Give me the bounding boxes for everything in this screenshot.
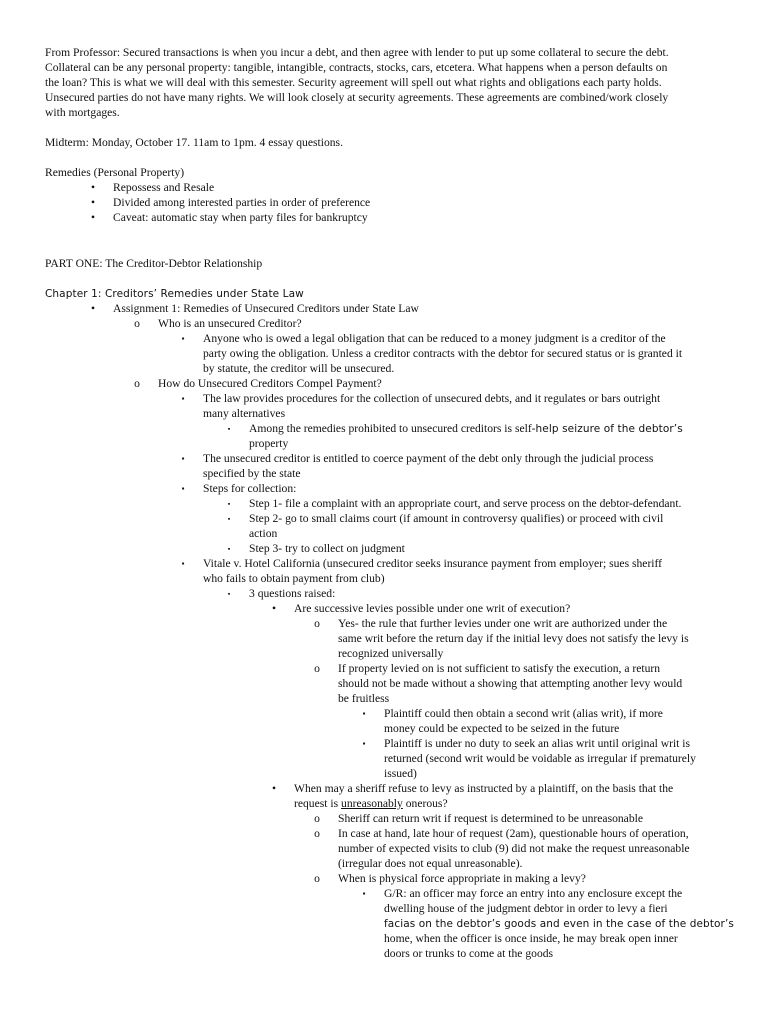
bullet-square: ▪ [362,889,366,898]
bullet-dot: • [90,196,96,209]
bullet-square-small: ▪ [227,515,231,523]
bullet-circle: o [314,872,320,885]
bullet-dot: • [90,211,96,224]
underlined-text: unreasonably [341,797,403,810]
bullet-square-small: ▪ [227,545,231,553]
bullet-circle: o [314,662,320,675]
outline-item: party owing the obligation. Unless a creditor contracts with the debtor for secured status or is granted it [203,347,683,360]
outline-text-alt-font: help seizure of the debtor’s [535,423,683,435]
assignment-title: Assignment 1: Remedies of Unsecured Creditors under State Law [113,302,419,315]
bullet-square: ▪ [362,709,366,718]
outline-item: home, when the officer is once inside, he may break open inner [384,932,678,945]
outline-item: property [249,437,289,450]
bullet-dot: • [90,302,96,315]
outline-item: Plaintiff could then obtain a second writ (alias writ), if more [384,707,663,720]
bullet-dot: • [90,181,96,194]
intro-line: From Professor: Secured transactions is when you incur a debt, and then agree with lender to put up some collateral to secure the debt. [45,46,669,59]
outline-item: The law provides procedures for the collection of unsecured debts, and it regulates or bars outright [203,392,661,405]
outline-item: recognized universally [338,647,444,660]
outline-item: money could be expected to be seized in the future [384,722,620,735]
intro-line: with mortgages. [45,106,120,119]
outline-item: number of expected visits to club (9) did not make the request unreasonable [338,842,690,855]
bullet-circle: o [134,377,140,390]
outline-item: In case at hand, late hour of request (2am), questionable hours of operation, [338,827,689,840]
bullet-circle: o [134,317,140,330]
outline-item: (irregular does not equal unreasonable). [338,857,523,870]
bullet-square: ▪ [181,334,185,343]
outline-item [249,422,683,437]
outline-text: onerous? [402,797,448,810]
bullet-square: ▪ [181,559,185,568]
outline-item: same writ before the return day if the initial levy does not satisfy the levy is [338,632,689,645]
outline-item: How do Unsecured Creditors Compel Payment? [158,377,382,390]
outline-item: facias on the debtor’s goods and even in the case of the debtor’s [384,918,734,930]
outline-item: should not be made without a showing that attempting another levy would [338,677,683,690]
bullet-square: ▪ [181,394,185,403]
outline-text: request is [294,797,342,810]
list-item: Repossess and Resale [113,181,215,194]
outline-item: Steps for collection: [203,482,297,495]
outline-item: action [249,527,278,540]
outline-item: When is physical force appropriate in making a levy? [338,872,586,885]
bullet-dot: • [271,782,277,795]
bullet-square-small: ▪ [227,590,231,598]
chapter-heading: Chapter 1: Creditors’ Remedies under State Law [45,288,304,300]
bullet-square: ▪ [181,484,185,493]
outline-item: Plaintiff is under no duty to seek an alias writ until original writ is [384,737,691,750]
bullet-dot: • [271,602,277,615]
outline-item: When may a sheriff refuse to levy as instructed by a plaintiff, on the basis that the [294,782,674,795]
outline-item: returned (second writ would be voidable as irregular if prematurely [384,752,696,765]
intro-line: Unsecured parties do not have many rights. We will look closely at security agreements. These agreements are combined/work closely [45,91,669,104]
part-heading: PART ONE: The Creditor-Debtor Relationship [45,257,263,270]
outline-item: G/R: an officer may force an entry into any enclosure except the [384,887,683,900]
bullet-square: ▪ [181,454,185,463]
list-item: Divided among interested parties in order of preference [113,196,371,209]
outline-item: many alternatives [203,407,286,420]
outline-item: who fails to obtain payment from club) [203,572,385,585]
outline-item: 3 questions raised: [249,587,336,600]
outline-item: be fruitless [338,692,390,705]
outline-item: The unsecured creditor is entitled to coerce payment of the debt only through the judicial process [203,452,654,465]
outline-item: specified by the state [203,467,301,480]
bullet-square-small: ▪ [227,500,231,508]
outline-item: Step 1- file a complaint with an appropriate court, and serve process on the debtor-defendant. [249,497,682,510]
outline-item: Are successive levies possible under one writ of execution? [294,602,571,615]
outline-item: dwelling house of the judgment debtor in order to levy a fieri [384,902,668,915]
outline-item: Yes- the rule that further levies under one writ are authorized under the [338,617,668,630]
outline-item: If property levied on is not sufficient to satisfy the execution, a return [338,662,661,675]
outline-item: doors or trunks to come at the goods [384,947,554,960]
outline-text: Among the remedies prohibited to unsecured creditors is self- [249,422,536,435]
bullet-square-small: ▪ [227,425,231,433]
midterm-note: Midterm: Monday, October 17. 11am to 1pm. 4 essay questions. [45,136,343,149]
remedies-heading: Remedies (Personal Property) [45,166,185,179]
outline-item: by statute, the creditor will be unsecured. [203,362,395,375]
outline-item: Sheriff can return writ if request is determined to be unreasonable [338,812,643,825]
outline-item: issued) [384,767,417,780]
outline-item: Step 3- try to collect on judgment [249,542,405,555]
intro-line: the loan? This is what we will deal with this semester. Security agreement will spell out what rights and obligations each party holds. [45,76,662,89]
bullet-circle: o [314,827,320,840]
list-item: Caveat: automatic stay when party files for bankruptcy [113,211,368,224]
bullet-circle: o [314,617,320,630]
outline-item: Step 2- go to small claims court (if amount in controversy qualifies) or proceed with civil [249,512,664,525]
outline-item: Who is an unsecured Creditor? [158,317,302,330]
outline-item [294,797,448,812]
outline-item: Vitale v. Hotel California (unsecured creditor seeks insurance payment from employer; sues sheriff [203,557,663,570]
intro-line: Collateral can be any personal property: tangible, intangible, contracts, stocks, cars, etcetera. What happens when a person defaults on [45,61,668,74]
outline-item: Anyone who is owed a legal obligation that can be reduced to a money judgment is a creditor of the [203,332,666,345]
bullet-circle: o [314,812,320,825]
bullet-square: ▪ [362,739,366,748]
